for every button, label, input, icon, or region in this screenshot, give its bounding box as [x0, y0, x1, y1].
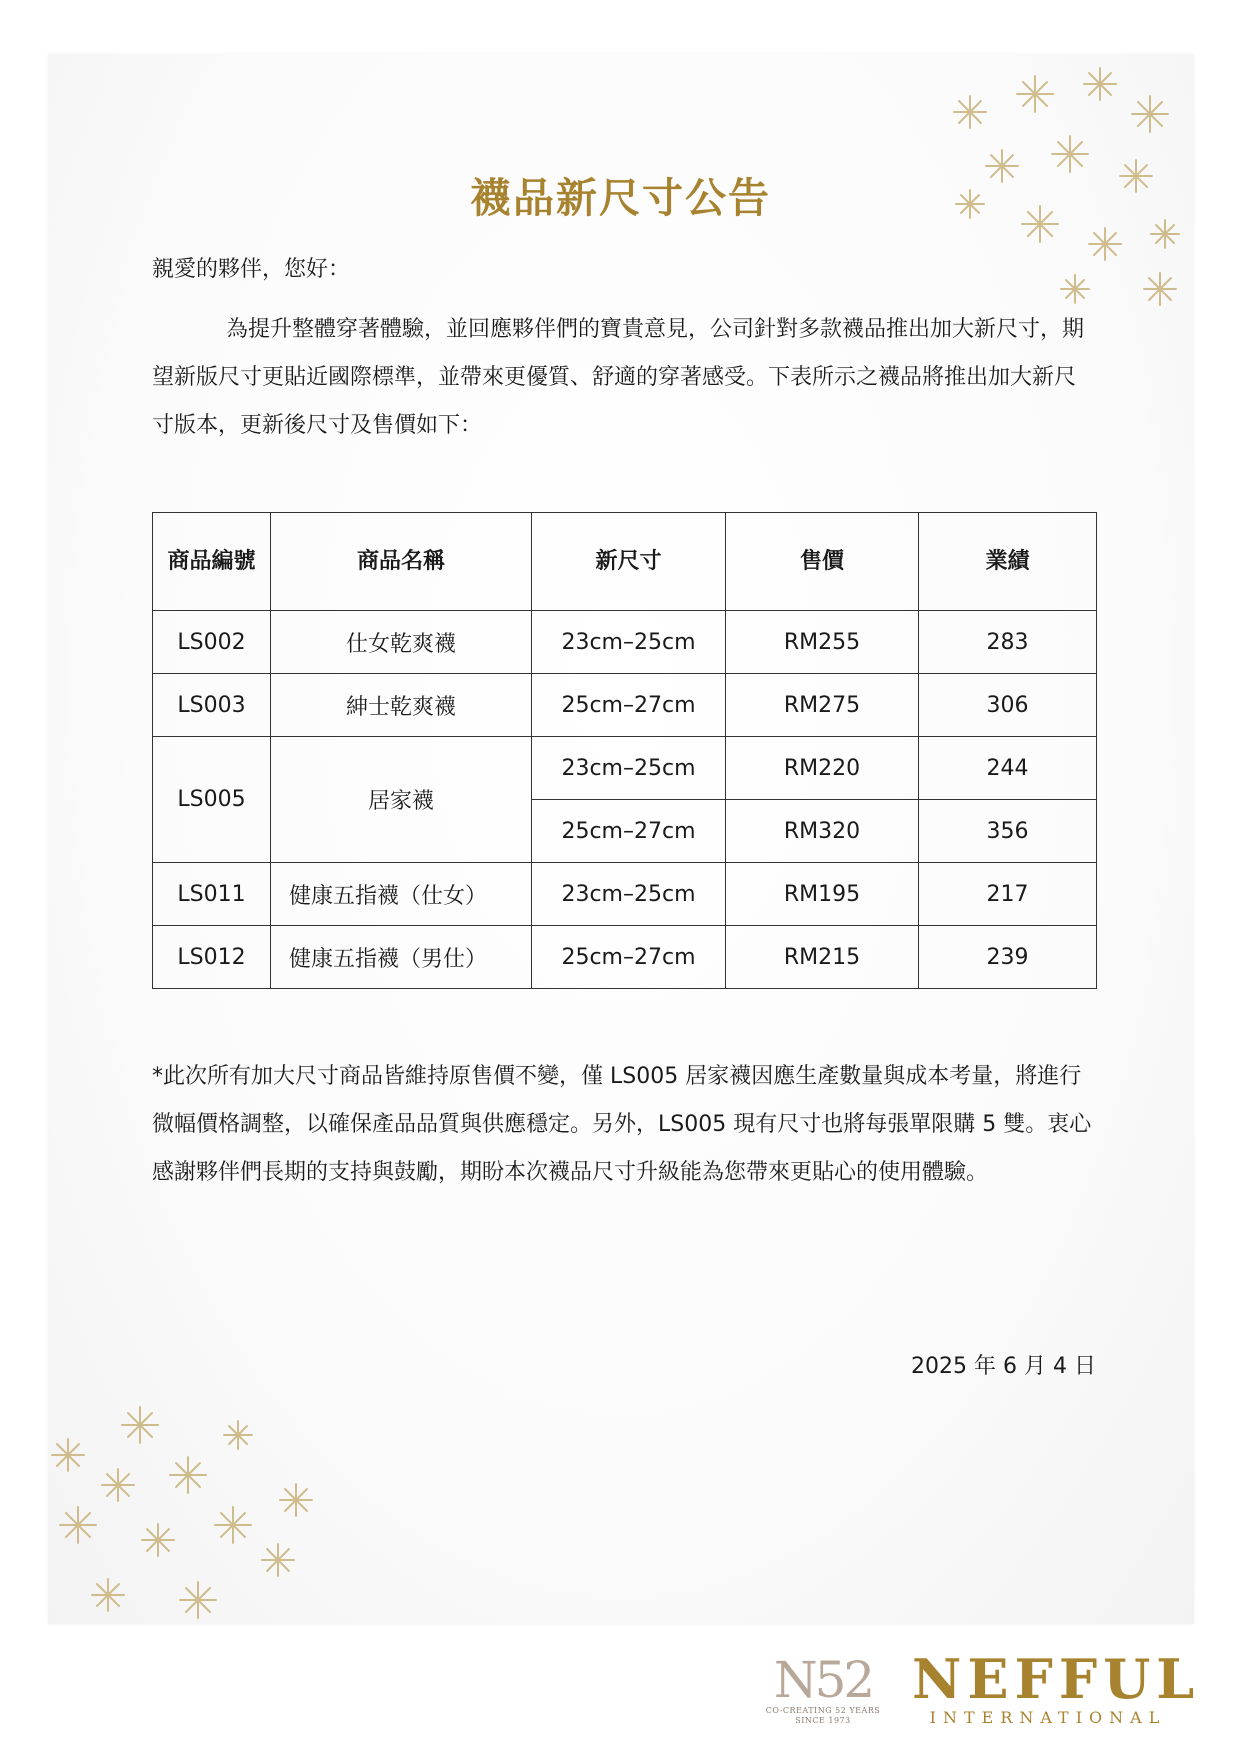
cell-code: LS005 — [153, 737, 271, 863]
cell-name: 健康五指襪（仕女） — [271, 863, 532, 926]
table-row — [153, 611, 1097, 674]
cell-price: RM195 — [726, 863, 919, 926]
cell-price: RM255 — [726, 611, 919, 674]
brand-logo — [912, 1647, 1201, 1728]
cell-points: 217 — [919, 863, 1097, 926]
cell-size: 25cm–27cm — [532, 800, 726, 863]
anniversary-mark: N52 — [773, 1651, 873, 1709]
brand-subtitle: INTERNATIONAL — [929, 1708, 1167, 1727]
cell-name: 紳士乾爽襪 — [271, 674, 532, 737]
header-new-size: 新尺寸 — [532, 513, 726, 611]
cell-price: RM320 — [726, 800, 919, 863]
table-row — [153, 737, 1097, 800]
cell-code: LS002 — [153, 611, 271, 674]
gold-snowflake-ornament-bottom-left — [48, 1395, 348, 1624]
notice-date: 2025 年 6 月 4 日 — [911, 1354, 1096, 1379]
brand-name: NEFFUL — [912, 1647, 1201, 1711]
cell-code: LS011 — [153, 863, 271, 926]
anniversary-logo — [757, 1651, 889, 1726]
footnote-paragraph: *此次所有加大尺寸商品皆維持原售價不變，僅 LS005 居家襪因應生產數量與成本考量，將進行微幅價格調整，以確保產品品質與供應穩定。另外，LS005 現有尺寸也將每張單限購 5 雙。衷心感謝夥伴們長期的支持與鼓勵，期盼本次襪品尺寸升級能為您帶來更貼心的使用體驗。 — [152, 1064, 1092, 1185]
anniversary-since: SINCE 1973 — [795, 1716, 851, 1725]
cell-price: RM275 — [726, 674, 919, 737]
anniversary-tagline: CO-CREATING 52 YEARS — [765, 1706, 881, 1715]
notice-title: 襪品新尺寸公告 — [470, 174, 771, 222]
intro-paragraph: 為提升整體穿著體驗，並回應夥伴們的寶貴意見，公司針對多款襪品推出加大新尺寸，期望新版尺寸更貼近國際標準，並帶來更優質、舒適的穿著感受。下表所示之襪品將推出加大新尺寸版本，更新後尺寸及售價如下： — [152, 317, 1085, 438]
cell-name: 仕女乾爽襪 — [271, 611, 532, 674]
header-product-code: 商品編號 — [153, 513, 271, 611]
greeting: 親愛的夥伴，您好： — [152, 257, 351, 282]
cell-points: 306 — [919, 674, 1097, 737]
cell-size: 23cm–25cm — [532, 863, 726, 926]
cell-size: 25cm–27cm — [532, 926, 726, 989]
table-row — [153, 926, 1097, 989]
cell-points: 283 — [919, 611, 1097, 674]
table-row — [153, 863, 1097, 926]
cell-price: RM220 — [726, 737, 919, 800]
cell-points: 244 — [919, 737, 1097, 800]
header-points: 業績 — [919, 513, 1097, 611]
header-price: 售價 — [726, 513, 919, 611]
table-header-row — [153, 513, 1097, 611]
cell-points: 239 — [919, 926, 1097, 989]
cell-size: 25cm–27cm — [532, 674, 726, 737]
cell-size: 23cm–25cm — [532, 611, 726, 674]
table-row — [153, 674, 1097, 737]
cell-name: 居家襪 — [271, 737, 532, 863]
cell-points: 356 — [919, 800, 1097, 863]
cell-code: LS012 — [153, 926, 271, 989]
header-product-name: 商品名稱 — [271, 513, 532, 611]
cell-code: LS003 — [153, 674, 271, 737]
cell-name: 健康五指襪（男仕） — [271, 926, 532, 989]
cell-price: RM215 — [726, 926, 919, 989]
cell-size: 23cm–25cm — [532, 737, 726, 800]
product-size-table — [152, 512, 1097, 989]
